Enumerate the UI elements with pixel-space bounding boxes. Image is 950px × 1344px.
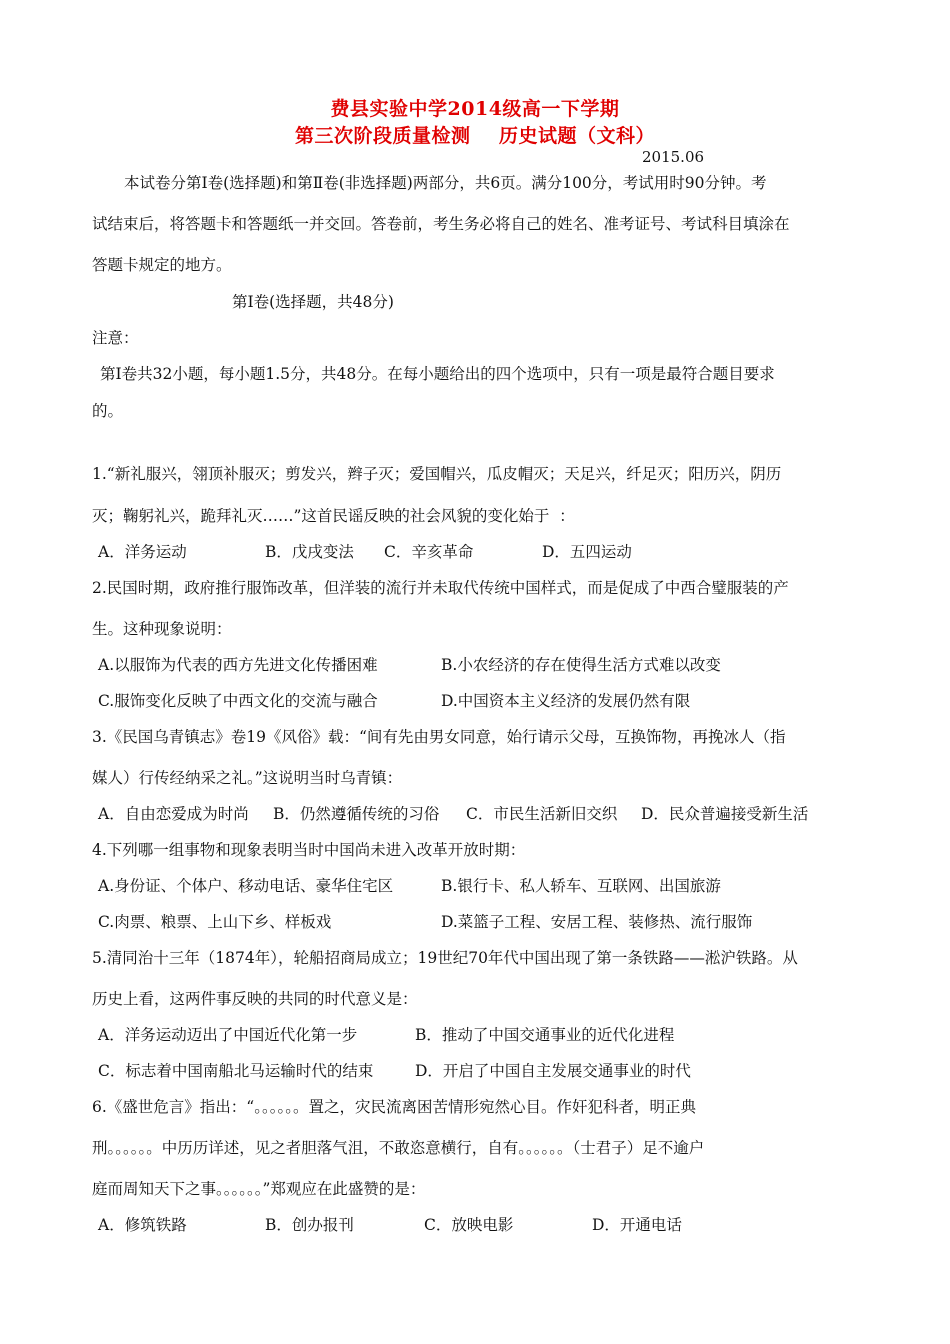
q5-option-d: D．开启了中国自主发展交通事业的时代	[415, 1062, 691, 1080]
exam-date: 2015.06	[642, 148, 705, 166]
q6-option-b: B．创办报刊	[265, 1216, 354, 1234]
question-6-line: 刑。。。。。。中历历详述，见之者胆落气沮，不敢恣意横行，自有。。。。。。（士君子）足不逾户	[92, 1139, 705, 1157]
question-3-line: 3.《民国乌青镇志》卷19《风俗》载：“间有先由男女同意，始行请示父母，互换饰物，再挽冰人（指	[92, 728, 786, 746]
q6-option-d: D．开通电话	[592, 1216, 682, 1234]
question-6-line: 6.《盛世危言》指出：“。。。。。。置之，灾民流离困苦情形宛然心目。作奸犯科者，明正典	[92, 1098, 696, 1116]
question-2-line: 生。这种现象说明：	[92, 620, 232, 638]
q2-option-c: C.服饰变化反映了中西文化的交流与融合	[98, 692, 378, 710]
question-1-line: 灭；鞠躬礼兴，跪拜礼灭……”这首民谣反映的社会风貌的变化始于 ：	[92, 507, 575, 525]
exam-title-line2: 第三次阶段质量检测 历史试题（文科）	[295, 125, 655, 147]
exam-title-line1: 费县实验中学2014级高一下学期	[330, 98, 620, 120]
question-4-line: 4.下列哪一组事物和现象表明当时中国尚未进入改革开放时期：	[92, 841, 526, 859]
q4-option-b: B.银行卡、私人轿车、互联网、出国旅游	[441, 877, 721, 895]
q5-option-c: C．标志着中国南船北马运输时代的结束	[98, 1062, 374, 1080]
q5-option-b: B．推动了中国交通事业的近代化进程	[415, 1026, 675, 1044]
question-3-line: 媒人）行传经纳采之礼。”这说明当时乌青镇：	[92, 769, 403, 787]
note-label: 注意：	[92, 329, 139, 347]
question-6-line: 庭而周知天下之事。。。。。。”郑观应在此盛赞的是：	[92, 1180, 426, 1198]
q3-option-b: B．仍然遵循传统的习俗	[273, 805, 440, 823]
section-heading: 第Ⅰ卷(选择题，共48分)	[232, 293, 394, 311]
question-1-line: 1.“新礼服兴，翎顶补服灭；剪发兴，辫子灭；爱国帽兴，瓜皮帽灭；天足兴，纤足灭；阳历兴，阴历	[92, 465, 782, 483]
q3-option-a: A．自由恋爱成为时尚	[98, 805, 249, 823]
q6-option-c: C．放映电影	[424, 1216, 514, 1234]
q1-option-c: C．辛亥革命	[384, 543, 474, 561]
q1-option-d: D．五四运动	[542, 543, 632, 561]
q1-option-b: B．戊戌变法	[265, 543, 354, 561]
q3-option-c: C．市民生活新旧交织	[466, 805, 618, 823]
q4-option-a: A.身份证、个体户、移动电话、豪华住宅区	[98, 877, 394, 895]
q4-option-d: D.菜篮子工程、安居工程、装修热、流行服饰	[441, 913, 753, 931]
question-5-line: 历史上看，这两件事反映的共同的时代意义是：	[92, 990, 418, 1008]
q2-option-d: D.中国资本主义经济的发展仍然有限	[441, 692, 691, 710]
q2-option-b: B.小农经济的存在使得生活方式难以改变	[441, 656, 721, 674]
q2-option-a: A.以服饰为代表的西方先进文化传播困难	[98, 656, 378, 674]
q5-option-a: A．洋务运动迈出了中国近代化第一步	[98, 1026, 358, 1044]
intro-line: 答题卡规定的地方。	[92, 256, 232, 274]
q3-option-d: D．民众普遍接受新生活	[641, 805, 809, 823]
q6-option-a: A．修筑铁路	[98, 1216, 187, 1234]
q4-option-c: C.肉票、粮票、上山下乡、样板戏	[98, 913, 332, 931]
intro-line: 试结束后，将答题卡和答题纸一并交回。答卷前，考生务必将自己的姓名、准考证号、考试科目填涂在	[92, 215, 790, 233]
question-5-line: 5.清同治十三年（1874年），轮船招商局成立；19世纪70年代中国出现了第一条铁路——淞沪铁路。从	[92, 949, 798, 967]
question-2-line: 2.民国时期，政府推行服饰改革，但洋装的流行并未取代传统中国样式，而是促成了中西合璧服装的产	[92, 579, 789, 597]
note-line: 第Ⅰ卷共32小题，每小题1.5分，共48分。在每小题给出的四个选项中，只有一项是最符合题目要求	[100, 365, 775, 383]
intro-line: 本试卷分第Ⅰ卷(选择题)和第Ⅱ卷(非选择题)两部分，共6页。满分100分，考试用时90分钟。考	[124, 174, 767, 192]
q1-option-a: A．洋务运动	[98, 543, 187, 561]
note-line: 的。	[92, 402, 124, 420]
